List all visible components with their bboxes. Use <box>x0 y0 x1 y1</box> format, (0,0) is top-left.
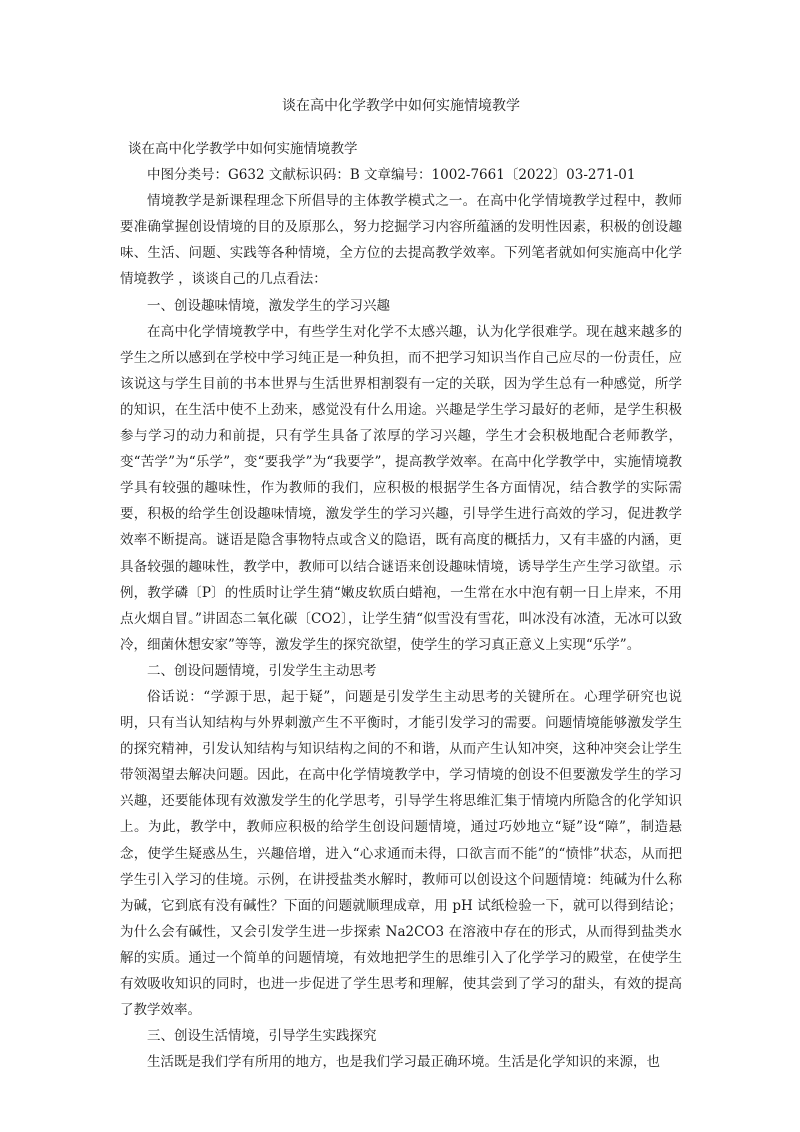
document-subtitle: 谈在高中化学教学中如何实施情境教学 <box>128 141 358 157</box>
section-heading-2: 二、创设问题情境，引发学生主动思考 <box>147 662 377 679</box>
intro-paragraph: 情境教学是新课程理念下所倡导的主体教学模式之一。在高中化学情境教学过程中，教师要准确掌握创设情境的目的及原那么，努力挖掘学习内容所蕴涵的发明性因素，积极的创设趣味、生活、问题、实践等各种情境，全方位的去提高教学效率。下列笔者就如何实施高中化学情境教学 ，谈谈自己的几点看法： <box>120 193 682 288</box>
document-title: 谈在高中化学教学中如何实施情境教学 <box>282 98 520 114</box>
section-body-3: 生活既是我们学有所用的地方，也是我们学习最正确环境。生活是化学知识的来源，也 <box>147 1054 660 1071</box>
section-body-1: 在高中化学情境教学中，有些学生对化学不太感兴趣，认为化学很难学。现在越来越多的学生之所以感到在学校中学习纯正是一种负担，而不把学习知识当作自己应尽的一份责任，应该说这与学生目前的书本世界与生活世界相割裂有一定的关联，因为学生总有一种感觉，所学的知识，在生活中使不上劲来，感觉没有什么用途。兴趣是学生学习最好的老师，是学生积极参与学习的动力和前提，只有学生具备了浓厚的学习兴趣，学生才会积极地配合老师教学，变“苦学”为“乐学”，变“要我学”为“我要学”，提高教学效率。在高中化学教学中，实施情境教学具有较强的趣味性，作为教师的我们，应积极的根据学生各方面情况，结合教学的实际需要，积极的给学生创设趣味情境，激发学生的学习兴趣，引导学生进行高效的学习，促进教学效率不断提高。谜语是隐含事物特点或含义的隐语，既有高度的概括力，又有丰盛的内涵，更具备较强的趣味性，教学中，教师可以结合谜语来创设趣味情境，诱导学生产生学习欲望。示例，教学磷〔P〕的性质时让学生猜“嫩皮软质白蜡袍，一生常在水中泡有朝一日上岸来，不用点火烟自冒。”讲固态二氧化碳〔CO2〕，让学生猜“似雪没有雪花，叫冰没有冰渣，无冰可以致冷，细菌休想安家”等等，激发学生的探究欲望，使学生的学习真正意义上实现“乐学”。 <box>120 323 682 653</box>
document-page <box>120 96 682 1075</box>
section-body-2: 俗话说：“学源于思，起于疑”，问题是引发学生主动思考的关键所在。心理学研究也说明，只有当认知结构与外界刺激产生不平衡时，才能引发学习的需要。问题情境能够激发学生的探究精神，引发认知结构与知识结构之间的不和谐，从而产生认知冲突，这种冲突会让学生带领渴望去解决问题。因此，在高中化学情境教学中，学习情境的创设不但要激发学生的学习兴趣，还要能体现有效激发学生的化学思考，引导学生将思维汇集于情境内所隐含的化学知识上。为此，教学中，教师应积极的给学生创设问题情境，通过巧妙地立“疑”设“障”，制造悬念，使学生疑惑丛生，兴趣倍增，进入“心求通而未得，口欲言而不能”的“愤悱”状态，从而把学生引入学习的佳境。示例，在讲授盐类水解时，教师可以创设这个问题情境：纯碱为什么称为碱，它到底有没有碱性？下面的问题就顺理成章，用 pH 试纸检验一下，就可以得到结论；为什么会有碱性，又会引发学生进一步探索 Na2CO3 在溶液中存在的形式，从而得到盐类水解的实质。通过一个简单的问题情境，有效地把学生的思维引入了化学学习的殿堂，在使学生有效吸收知识的同时，也进一步促进了学生思考和理解，使其尝到了学习的甜头，有效的提高了教学效率。 <box>120 688 682 1019</box>
document-meta: 中图分类号：G632 文献标识码：B 文章编号：1002-7661〔2022〕03-271-01 <box>147 167 636 184</box>
section-heading-3: 三、创设生活情境，引导学生实践探究 <box>147 1028 377 1045</box>
section-heading-1: 一、创设趣味情境，激发学生的学习兴趣 <box>147 297 390 314</box>
